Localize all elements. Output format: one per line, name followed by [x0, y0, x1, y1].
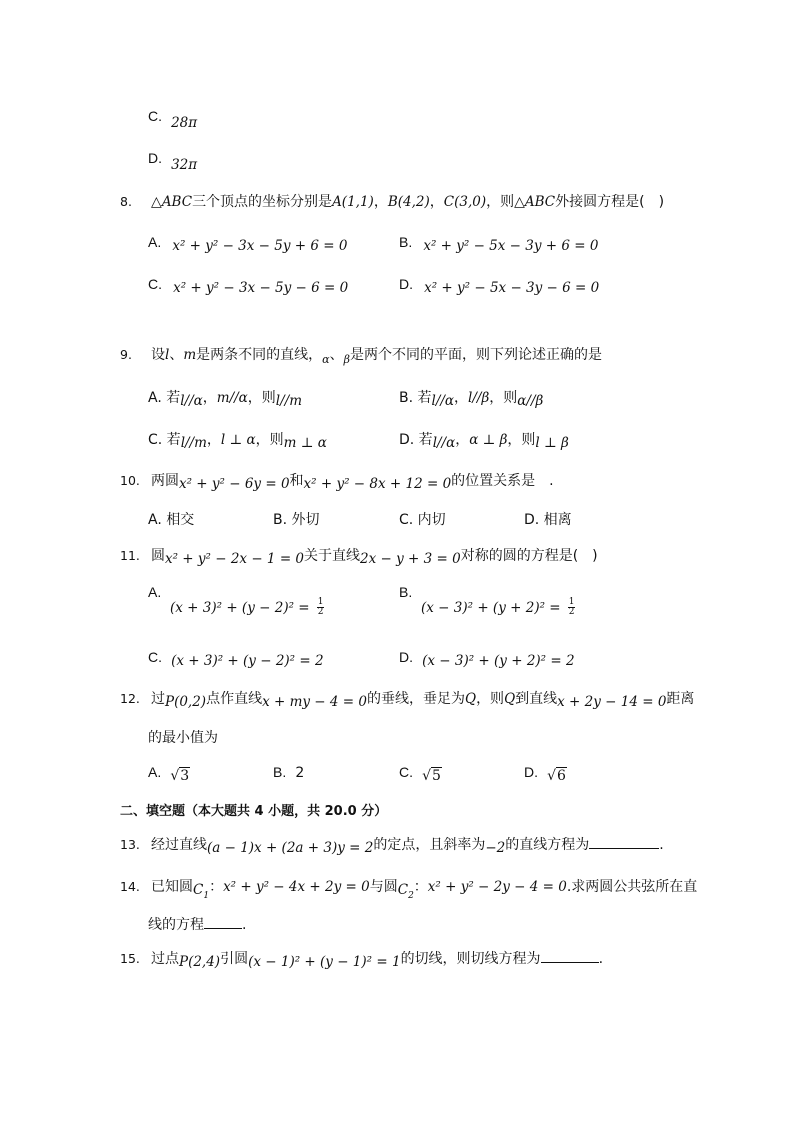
- q13-stem: [120, 834, 664, 854]
- stem-text: 三个顶点的坐标分别是: [192, 194, 333, 210]
- option-label: A. 若: [148, 390, 181, 406]
- option-math: m//α: [216, 390, 248, 406]
- stem-text: 过点: [150, 951, 179, 967]
- option-math: α ⊥ β: [469, 432, 508, 448]
- option-label: C. 若: [148, 432, 181, 448]
- sqrt: √3: [170, 768, 190, 784]
- stem-math: A(1,1): [332, 194, 374, 210]
- stem-math: Q: [464, 691, 477, 707]
- question-number: 11.: [120, 548, 140, 563]
- radicand: 3: [180, 768, 190, 784]
- stem-text: .: [598, 951, 604, 967]
- option-text: ，: [454, 390, 469, 406]
- option-label: B.: [273, 764, 287, 780]
- option-label: D.: [399, 276, 413, 292]
- option-label: C.: [148, 276, 162, 292]
- answer-blank[interactable]: [204, 914, 242, 929]
- stem-math: C: [192, 882, 204, 898]
- q8-option-a: [148, 232, 348, 254]
- denominator: 2: [568, 607, 575, 617]
- stem-subscript: 2: [408, 891, 414, 901]
- q12-stem-line2: 的最小值为: [148, 730, 218, 746]
- stem-text: .: [549, 473, 554, 489]
- stem-math: (x − 1)² + (y − 1)² = 1: [248, 954, 401, 970]
- option-math: x² + y² − 5x − 3y − 6 = 0: [424, 280, 600, 296]
- option-label: B. 若: [399, 390, 432, 406]
- option-math: l//α: [180, 393, 203, 409]
- fraction: [568, 598, 576, 617]
- option-label: C.: [148, 649, 162, 665]
- question-number: 8.: [120, 194, 132, 209]
- stem-text: 与圆: [369, 879, 398, 895]
- option-math: x² + y² − 5x − 3y + 6 = 0: [423, 238, 599, 254]
- stem-text: ，: [429, 194, 444, 210]
- stem-math: B(4,2): [387, 194, 430, 210]
- stem-text: 外接圆方程是( ): [555, 194, 665, 210]
- option-math: α//β: [517, 393, 544, 409]
- stem-text: 是两个不同的平面，则下列论述正确的是: [349, 347, 602, 363]
- stem-text: .: [242, 917, 247, 933]
- q9-option-c: [148, 429, 327, 449]
- q11-option-b-label: B.: [399, 584, 413, 600]
- option-label: C.: [399, 764, 413, 780]
- stem-text: 、: [329, 347, 344, 363]
- option-text: ，则: [507, 432, 536, 448]
- option-text: ，: [455, 432, 470, 448]
- question-number: 15.: [120, 951, 140, 966]
- numerator: 1: [317, 597, 324, 607]
- option-label: D.: [148, 150, 162, 166]
- option-math: l ⊥ β: [535, 435, 569, 451]
- option-math: l//m: [180, 435, 207, 451]
- stem-text: 对称的圆的方程是( ): [460, 548, 598, 564]
- option-math: (x − 3)² + (y + 2)² =: [421, 600, 561, 616]
- denominator: 2: [317, 607, 324, 617]
- q12-option-a: [148, 762, 190, 784]
- option-label: B.: [399, 234, 413, 250]
- sqrt: √6: [547, 768, 566, 784]
- q12-option-c: [399, 762, 442, 784]
- section-score: 20.0: [324, 804, 357, 819]
- question-number: 9.: [120, 347, 132, 362]
- q10-option-c: C. 内切: [399, 512, 446, 528]
- stem-text: ，: [373, 194, 388, 210]
- option-math: (x + 3)² + (y − 2)² =: [170, 600, 310, 616]
- stem-math: ABC: [161, 194, 193, 210]
- q12-stem: [120, 688, 694, 708]
- option-math: l//β: [468, 390, 490, 406]
- q8-stem: [120, 191, 664, 211]
- option-text: ，则: [247, 390, 276, 406]
- option-text: ，则: [255, 432, 284, 448]
- q8-option-d: [399, 274, 600, 296]
- q7-option-d: [148, 148, 198, 173]
- stem-text: 圆: [150, 548, 165, 564]
- section-mid: 小题，共: [263, 804, 325, 819]
- q11-option-d: [399, 647, 575, 669]
- option-math: x² + y² − 3x − 5y + 6 = 0: [172, 238, 348, 254]
- q8-option-c: [148, 274, 349, 296]
- option-label: A.: [148, 764, 162, 780]
- sqrt: √5: [422, 768, 441, 784]
- option-value: 2: [295, 765, 305, 781]
- q10-option-a: A. 相交: [148, 512, 195, 528]
- stem-text: 关于直线: [304, 548, 361, 564]
- section-suffix: 分）: [356, 804, 388, 819]
- stem-math: x² + y² − 2y − 4 = 0: [427, 879, 567, 895]
- question-number: 10.: [120, 473, 140, 488]
- stem-text: 点作直线: [206, 691, 263, 707]
- stem-text: 已知圆: [150, 879, 193, 895]
- q11-option-c: [148, 647, 324, 669]
- option-math: 32π: [171, 157, 198, 173]
- radicand: 6: [557, 768, 566, 784]
- question-number: 12.: [120, 691, 140, 706]
- stem-text: 过: [150, 691, 165, 707]
- q10-stem: [120, 470, 554, 490]
- answer-blank[interactable]: [589, 834, 659, 849]
- q7-option-c: [148, 106, 198, 131]
- q14-stem-line2: [148, 914, 246, 934]
- answer-blank[interactable]: [541, 948, 599, 963]
- q11-option-b-math: [421, 597, 575, 617]
- option-text: ，: [206, 432, 221, 448]
- q14-stem: [120, 876, 698, 901]
- stem-text: ：: [413, 879, 428, 895]
- stem-math: x² + y² − 8x + 12 = 0: [303, 476, 452, 492]
- option-math: x² + y² − 3x − 5y − 6 = 0: [173, 280, 349, 296]
- q11-stem: [120, 545, 598, 565]
- option-math: l//α: [432, 435, 456, 451]
- stem-math: ABC: [524, 194, 556, 210]
- stem-math: P(0,2): [164, 694, 207, 710]
- option-label: D.: [524, 764, 538, 780]
- stem-math: x² + y² − 6y = 0: [178, 476, 290, 492]
- q12-option-d: [524, 762, 567, 784]
- option-math: 28π: [171, 115, 198, 131]
- stem-text: 两圆: [150, 473, 179, 489]
- stem-text: 的直线方程为: [505, 837, 590, 853]
- stem-text: 和: [289, 473, 304, 489]
- option-text: ，则: [489, 390, 518, 406]
- stem-text: ：: [209, 879, 224, 895]
- radicand: 5: [432, 768, 441, 784]
- numerator: 1: [568, 597, 575, 607]
- option-math: (x − 3)² + (y + 2)² = 2: [422, 653, 575, 669]
- stem-text: 的位置关系是: [451, 473, 536, 489]
- q12-option-b: [273, 762, 304, 781]
- stem-math: β: [343, 353, 350, 366]
- q11-option-a-math: [170, 597, 324, 617]
- q9-option-a: [148, 387, 302, 407]
- stem-text: .求两圆公共弦所在直: [566, 879, 698, 895]
- stem-text: 是两条不同的直线，: [196, 347, 323, 363]
- stem-math: 2x − y + 3 = 0: [360, 551, 461, 567]
- stem-text: 线的方程: [148, 917, 204, 933]
- stem-text: 的垂线，垂足为: [366, 691, 465, 707]
- stem-text: 设: [151, 347, 166, 363]
- question-number: 13.: [120, 837, 140, 852]
- stem-math: (a − 1)x + (2a + 3)y = 2: [206, 840, 374, 856]
- stem-text: 经过直线: [150, 837, 207, 853]
- stem-math: Q: [504, 691, 516, 707]
- option-math: (x + 3)² + (y − 2)² = 2: [171, 653, 324, 669]
- option-math: l//m: [275, 393, 302, 409]
- stem-math: x + my − 4 = 0: [262, 694, 367, 710]
- stem-text: 距离: [666, 691, 695, 707]
- q8-option-b: [399, 232, 599, 254]
- stem-text: 、: [169, 347, 184, 363]
- option-math: l ⊥ α: [220, 432, 256, 448]
- stem-text: ，则: [476, 691, 505, 707]
- stem-text: 到直线: [515, 691, 558, 707]
- option-label: D.: [399, 649, 413, 665]
- question-number: 14.: [120, 879, 140, 894]
- stem-math: x² + y² − 2x − 1 = 0: [164, 551, 305, 567]
- q9-option-b: [399, 387, 543, 407]
- stem-text: 的定点，且斜率为: [373, 837, 486, 853]
- stem-math: l: [165, 347, 170, 363]
- q11-option-a-label: A.: [148, 584, 162, 600]
- stem-math: −2: [485, 840, 506, 856]
- option-text: ，: [202, 390, 217, 406]
- stem-text: △: [151, 194, 162, 210]
- stem-math: x² + y² − 4x + 2y = 0: [223, 879, 370, 895]
- section-prefix: 二、填空题（本大题共: [120, 804, 255, 819]
- q10-option-d: D. 相离: [524, 512, 572, 528]
- q15-stem: [120, 948, 603, 968]
- option-label: A.: [148, 234, 162, 250]
- section-count: 4: [254, 804, 264, 819]
- section-heading: [120, 800, 387, 819]
- stem-math: C: [397, 882, 409, 898]
- stem-text: 的切线，则切线方程为: [400, 951, 541, 967]
- option-label: C.: [148, 108, 162, 124]
- q10-option-b: B. 外切: [273, 512, 320, 528]
- q9-option-d: [399, 429, 569, 449]
- stem-math: α: [322, 353, 330, 366]
- q9-stem: [120, 344, 602, 364]
- stem-text: .: [659, 837, 664, 853]
- stem-math: x + 2y − 14 = 0: [557, 694, 667, 710]
- stem-text: ，则△: [486, 194, 525, 210]
- option-math: l//α: [431, 393, 455, 409]
- stem-text: 引圆: [220, 951, 249, 967]
- stem-math: C(3,0): [443, 194, 487, 210]
- stem-math: m: [183, 347, 197, 363]
- stem-math: P(2,4): [178, 954, 221, 970]
- option-math: m ⊥ α: [283, 435, 327, 451]
- stem-subscript: 1: [203, 891, 210, 901]
- fraction: [317, 598, 325, 617]
- option-label: D. 若: [399, 432, 433, 448]
